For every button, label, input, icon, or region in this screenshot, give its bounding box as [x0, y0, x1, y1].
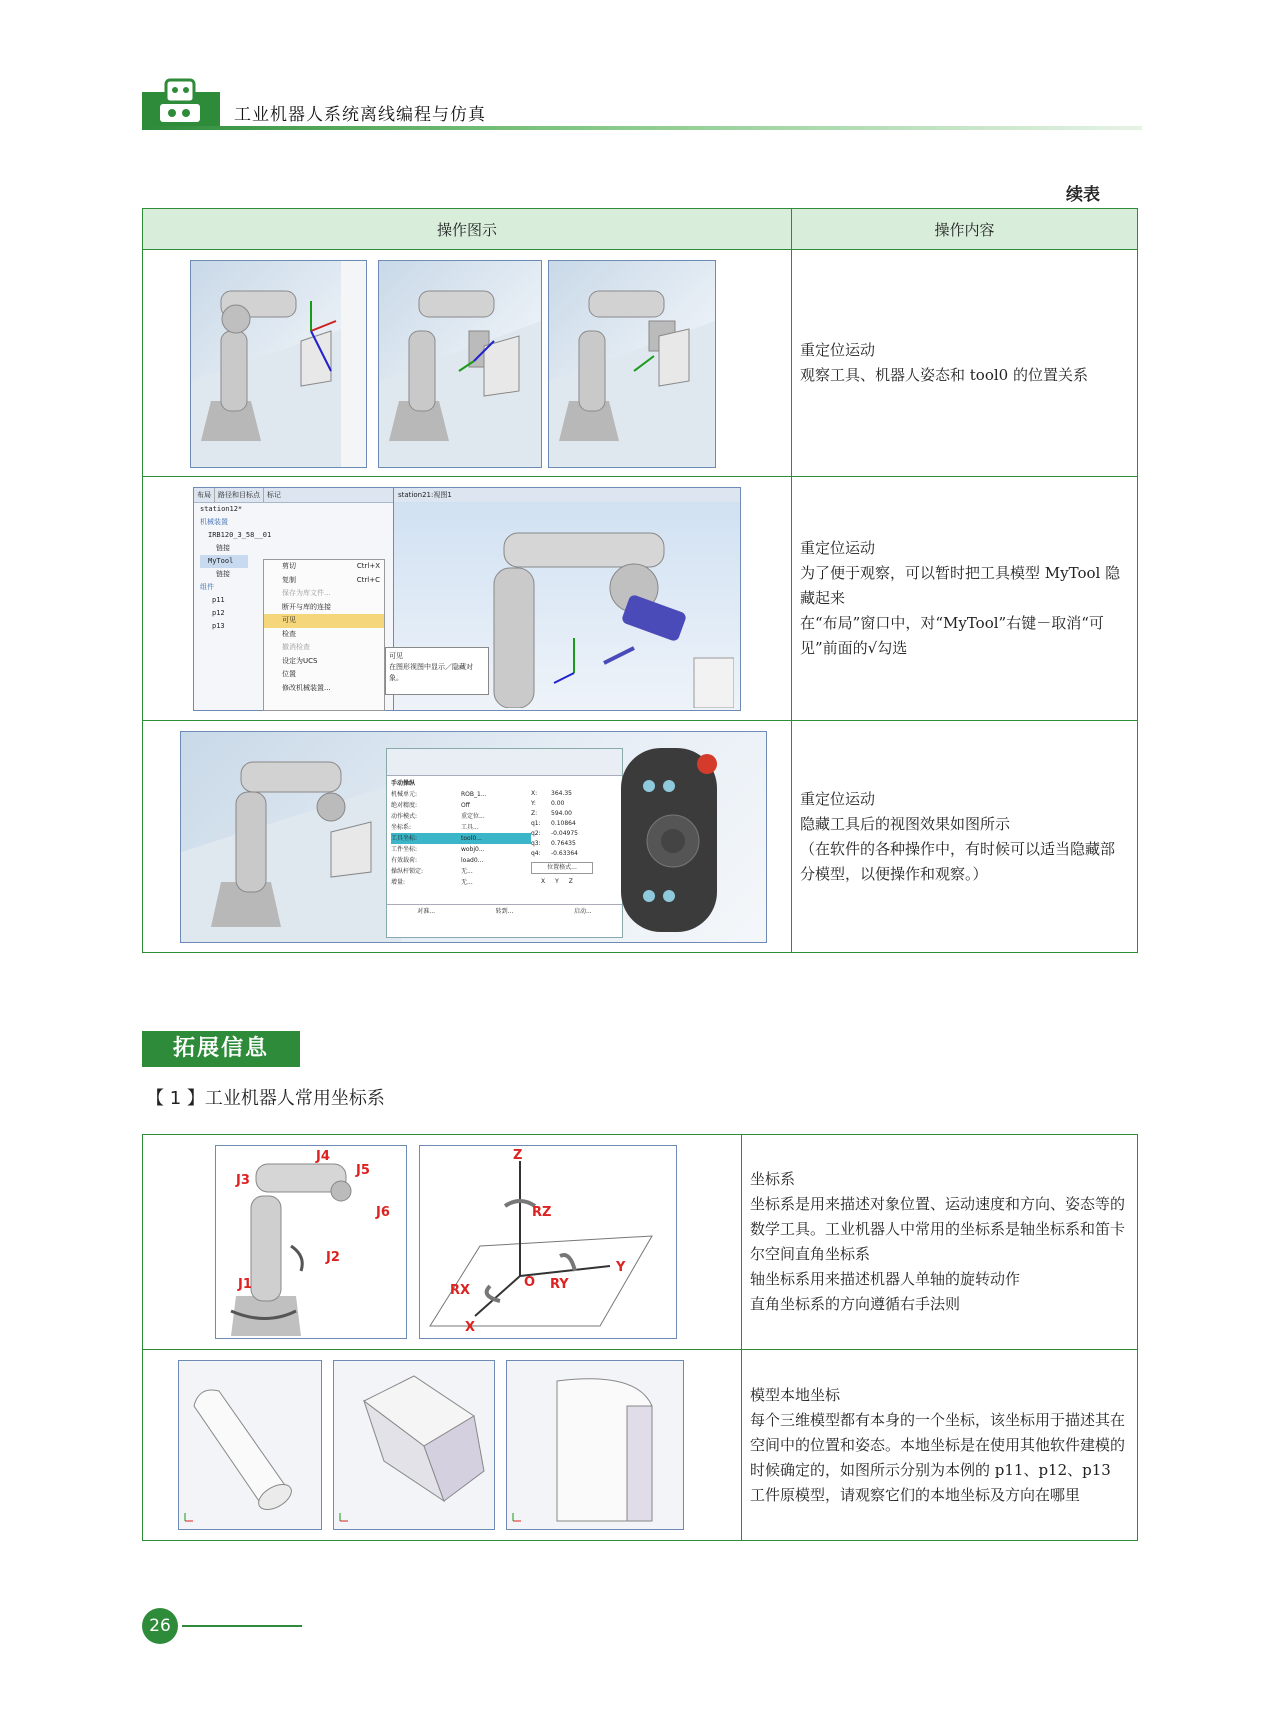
tree-item[interactable]: 链接	[216, 544, 230, 552]
joint-label: J2	[326, 1250, 340, 1265]
position-list: X: 364.35 Y: 0.00 Z: 594.00 q1: 0.10864 q2: -0.04975 q3: 0.76435 q4: -0.63364 位置格式... X Y Z	[531, 789, 622, 888]
robot-view-3	[548, 260, 716, 468]
coordinate-table	[142, 1134, 1138, 1541]
jog-panel	[386, 748, 623, 938]
coord-line: 轴坐标系用来描述机器人单轴的旋转动作	[750, 1270, 1021, 1288]
section-title: 拓展信息	[142, 1031, 300, 1067]
align-button[interactable]: 对准...	[417, 908, 436, 915]
row3-figure	[143, 721, 792, 953]
position-format-button[interactable]: 位置格式...	[531, 862, 593, 874]
robot-view-2	[378, 260, 542, 468]
tab-tags[interactable]: 标记	[267, 491, 281, 499]
continued-label: 续表	[1066, 185, 1100, 205]
model-content	[742, 1350, 1138, 1541]
robot-model	[474, 508, 734, 708]
tab-paths[interactable]: 路径和目标点	[215, 488, 264, 502]
model-line: 每个三维模型都有本身的一个坐标，该坐标用于描述其在空间中的位置和姿态。本地坐标是在使用其他软件建模的时候确定的，如图所示分别为本例的 p11、p12、p13 工件原模型，请观察它们的本地坐标及方向在哪里	[750, 1410, 1126, 1504]
row1-line-1: 重定位运动	[800, 341, 876, 359]
robot-logo-icon	[142, 78, 222, 126]
menu-item-modify[interactable]: 修改机械装置...	[282, 683, 331, 692]
prop-row[interactable]: 工件坐标: wobj0...	[391, 846, 485, 853]
robot-model	[181, 732, 401, 942]
tree-item[interactable]: 链接	[216, 570, 230, 578]
menu-item-check[interactable]: 检查	[282, 629, 296, 638]
menu-item-set-ucs[interactable]: 设定为UCS	[282, 656, 318, 665]
flexpendant-joystick-icon[interactable]	[619, 746, 731, 934]
tree-item[interactable]: p13	[212, 622, 225, 630]
prop-row-selected[interactable]: 工具坐标: tool0...	[391, 833, 531, 844]
coord-line: 坐标系	[750, 1170, 796, 1188]
menu-item-uncheck[interactable]: 撤消检查	[282, 643, 310, 651]
axis-label: Z	[513, 1148, 523, 1163]
menu-item-copy[interactable]: 复制 Ctrl+C	[282, 575, 380, 584]
operation-table	[142, 208, 1138, 953]
property-list	[387, 789, 531, 888]
tree-item-mytool[interactable]: MyTool	[200, 555, 248, 568]
col-header-figure: 操作图示	[143, 209, 792, 250]
box-model	[333, 1360, 495, 1530]
tree-item[interactable]: IRB120_3_58__01	[208, 531, 272, 539]
prop-row[interactable]: 动作模式: 重定位...	[391, 813, 485, 820]
goto-button[interactable]: 转到...	[495, 908, 514, 915]
axis-labels: X Y Z	[541, 878, 573, 885]
row1-content	[792, 250, 1138, 477]
prop-row[interactable]: 操纵杆锁定: 无...	[391, 868, 473, 875]
axis-label: Y	[616, 1260, 626, 1275]
prop-row[interactable]: 机械单元: ROB_1...	[391, 791, 487, 798]
robot-view-1	[190, 260, 367, 468]
axis-label: RX	[450, 1283, 471, 1298]
model-figure	[143, 1350, 742, 1541]
menu-item-visible[interactable]: 可见	[264, 614, 384, 628]
row3-line-1: 重定位运动	[800, 789, 876, 808]
axis-label: O	[524, 1275, 536, 1290]
row3-line-2: 隐藏工具后的视图效果如图所示	[800, 814, 1011, 833]
joint-label: J1	[238, 1277, 252, 1292]
panel-title: 手动操纵	[391, 780, 416, 787]
joint-label: J6	[376, 1205, 390, 1220]
tree-item[interactable]: station12*	[200, 505, 243, 513]
robot-with-flexpendant	[180, 731, 767, 943]
axis-label: RY	[550, 1277, 569, 1292]
tree-item[interactable]: p11	[212, 596, 225, 604]
row2-line-2: 为了便于观察，可以暂时把工具模型 MyTool 隐藏起来	[800, 564, 1121, 607]
col-header-content: 操作内容	[792, 209, 1138, 250]
tooltip-title: 可见	[389, 652, 403, 660]
coord-figure	[143, 1135, 742, 1350]
page-rule	[182, 1625, 302, 1627]
start-button[interactable]: 启动...	[573, 908, 592, 915]
axis-label: RZ	[532, 1205, 552, 1220]
row1-figure	[143, 250, 792, 477]
robot-joints-diagram	[215, 1145, 407, 1339]
joint-label: J4	[316, 1149, 330, 1164]
coord-content	[742, 1135, 1138, 1350]
subsection-title: 【 1 】工业机器人常用坐标系	[146, 1088, 385, 1109]
row2-content	[792, 477, 1138, 721]
row2-line-3: 在“布局”窗口中，对“MyTool”右键－取消“可见”前面的√勾选	[800, 614, 1104, 657]
tree-item[interactable]: p12	[212, 609, 225, 617]
tooltip-text: 在图形视图中显示／隐藏对象。	[389, 663, 473, 682]
tree-item[interactable]: 机械装置	[200, 518, 228, 526]
joint-label: J3	[236, 1173, 250, 1188]
cartesian-axes-diagram	[419, 1145, 677, 1339]
book-title: 工业机器人系统离线编程与仿真	[234, 105, 486, 125]
model-line: 模型本地坐标	[750, 1385, 841, 1404]
cylinder-model	[178, 1360, 322, 1530]
coord-line: 直角坐标系的方向遵循右手法则	[750, 1295, 961, 1313]
tooltip	[385, 647, 489, 695]
header-rule	[142, 126, 1142, 130]
menu-item-disconnect[interactable]: 断开与库的连接	[282, 602, 331, 611]
row2-figure	[143, 477, 792, 721]
tab-layout[interactable]: 布局	[194, 488, 215, 502]
half-cylinder-model	[506, 1360, 684, 1530]
prop-row[interactable]: 绝对精度: Off	[391, 802, 470, 809]
row2-line-1: 重定位运动	[800, 539, 876, 557]
tree-item[interactable]: 组件	[200, 583, 214, 591]
row1-line-2: 观察工具、机器人姿态和 tool0 的位置关系	[800, 366, 1088, 384]
page-number: 26	[142, 1608, 178, 1644]
axis-label: X	[465, 1320, 476, 1335]
prop-row[interactable]: 增量: 无...	[391, 879, 473, 886]
context-menu	[263, 559, 385, 711]
view-tab[interactable]: station21:视图1	[394, 488, 740, 502]
row3-content	[792, 721, 1138, 953]
menu-item-save-lib[interactable]: 保存为库文件...	[282, 589, 331, 597]
prop-row[interactable]: 坐标系: 工具...	[391, 824, 479, 831]
coord-line: 坐标系是用来描述对象位置、运动速度和方向、姿态等的数学工具。工业机器人中常用的坐标系是轴坐标系和笛卡尔空间直角坐标系	[750, 1195, 1126, 1263]
prop-row[interactable]: 有效载荷: load0...	[391, 857, 484, 864]
menu-item-position[interactable]: 位置	[282, 670, 296, 678]
menu-item-cut[interactable]: 剪切 Ctrl+X	[282, 562, 380, 570]
joint-label: J5	[356, 1163, 370, 1178]
row3-line-3: （在软件的各种操作中，有时候可以适当隐藏部分模型，以便操作和观察。）	[800, 839, 1116, 883]
